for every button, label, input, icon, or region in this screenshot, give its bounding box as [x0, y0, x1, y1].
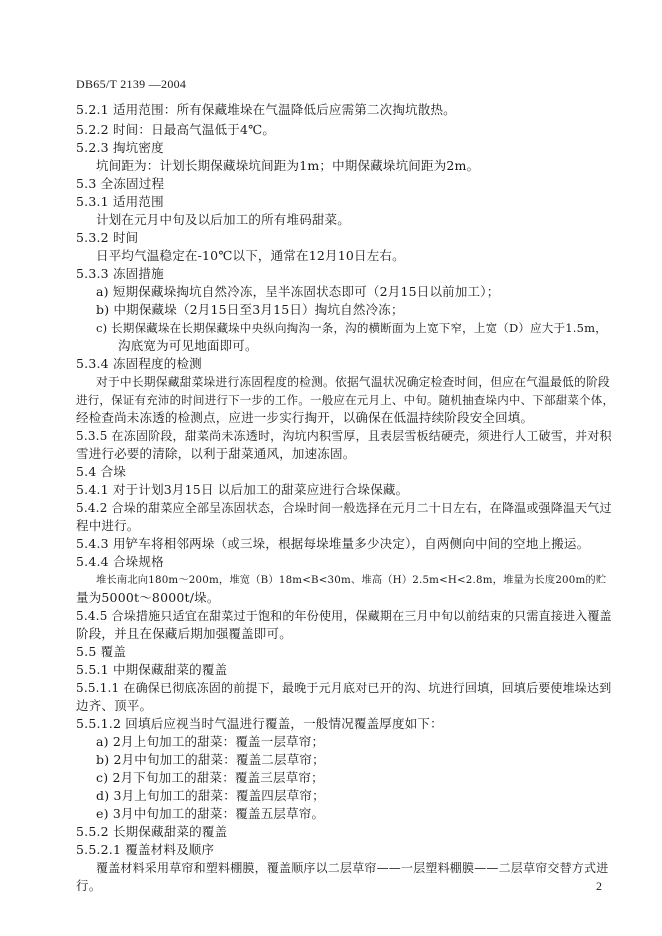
paragraph-line: 计划在元月中旬及以后加工的所有堆码甜菜。 [96, 212, 351, 227]
clause-5-3-3: 5.3.3 冻固措施 [76, 266, 164, 281]
paragraph-line: 程中进行。 [76, 518, 140, 533]
document-header: DB65/T 2139 —2004 [76, 77, 187, 91]
paragraph-line: 边齐、顶平。 [76, 698, 153, 713]
list-item: b) 2月中旬加工的甜菜：覆盖二层草帘； [96, 752, 325, 767]
list-item-continuation: 沟底宽为可见地面即可。 [118, 338, 258, 353]
clause-5-4-3: 5.4.3 用铲车将相邻两垛（或三垛，根据每垛堆量多少决定），自两侧向中间的空地上搬运。 [76, 536, 590, 551]
list-item: e) 3月中旬加工的甜菜：覆盖五层草帘。 [96, 806, 325, 821]
clause-5-4-4: 5.4.4 合垛规格 [76, 554, 164, 569]
clause-5-3-4: 5.3.4 冻固程度的检测 [76, 356, 202, 371]
clause-5-2-1: 5.2.1 适用范围：所有保藏堆垛在气温降低后应需第二次掏坑散热。 [76, 102, 456, 117]
list-item: a) 短期保藏垛掏坑自然冷冻，呈半冻固状态即可（2月15日以前加工）； [96, 284, 500, 299]
list-item: b) 中期保藏垛（2月15日至3月15日）掏坑自然冷冻； [96, 302, 404, 317]
clause-5-3-2: 5.3.2 时间 [76, 230, 139, 245]
paragraph-line: 经检查尚未冻透的检测点，应进一步实行掏开，以确保在低温持续阶段安全回填。 [76, 410, 534, 425]
paragraph-line: 量为5000t～8000t/垛。 [76, 590, 220, 605]
clause-5-3-1: 5.3.1 适用范围 [76, 194, 164, 209]
clause-5-4-2: 5.4.2 合垛的甜菜应全部呈冻固状态，合垛时间一般选择在元月二十日左右，在降温或强降温天气过 [76, 501, 612, 515]
clause-5-4-1: 5.4.1 对于计划3月15日 以后加工的甜菜应进行合垛保藏。 [76, 482, 409, 497]
list-item: c) 2月下旬加工的甜菜：覆盖三层草帘； [96, 770, 324, 785]
paragraph-line: 覆盖材料采用草帘和塑料棚膜，覆盖顺序以二层草帘——一层塑料棚膜——二层草帘交替方式进 [96, 861, 609, 875]
paragraph-line: 阶段，并且在保藏后期加强覆盖即可。 [76, 626, 292, 641]
clause-5-3-5: 5.3.5 在冻固阶段，甜菜尚未冻透时，沟坑内积雪厚，且表层雪板结硬壳，须进行人工破雪，并对积 [76, 429, 612, 443]
clause-5-5-2: 5.5.2 长期保藏甜菜的覆盖 [76, 824, 228, 839]
clause-5-2-3: 5.2.3 掏坑密度 [76, 140, 164, 155]
section-5-3: 5.3 全冻固过程 [76, 176, 165, 191]
paragraph-line: 进行，保证有充沛的时间进行下一步的工作。一般应在元月上、中旬。随机抽查垛内中、下部甜菜个体， [76, 393, 615, 407]
paragraph-line: 对于中长期保藏甜菜垛进行冻固程度的检测。依据气温状况确定检查时间，但应在气温最低的阶段 [96, 375, 610, 389]
paragraph-line: 行。 [76, 878, 102, 893]
paragraph-line: 坑间距为：计划长期保藏垛坑间距为1m；中期保藏垛坑间距为2m。 [96, 158, 480, 173]
clause-5-5-2-1: 5.5.2.1 覆盖材料及顺序 [76, 842, 215, 857]
clause-5-4-5: 5.4.5 合垛措施只适宜在甜菜过于饱和的年份使用，保藏期在三月中旬以前结束的只需直接进入覆盖 [76, 609, 612, 623]
clause-5-2-2: 5.2.2 时间：日最高气温低于4℃。 [76, 122, 276, 137]
paragraph-line: 堆长南北向180m～200m，堆宽（B）18m<B<30m、堆高（H）2.5m<H<2.8m，堆量为长度200m的贮 [96, 574, 607, 586]
clause-5-5-1: 5.5.1 中期保藏甜菜的覆盖 [76, 662, 228, 677]
clause-5-5-1-1: 5.5.1.1 在确保已彻底冻固的前提下，最晚于元月底对已开的沟、坑进行回填，回填后要使堆垛达到 [76, 681, 612, 695]
list-item: a) 2月上旬加工的甜菜：覆盖一层草帘； [96, 734, 325, 749]
list-item: c) 长期保藏垛在长期保藏垛中央纵向掏沟一条，沟的横断面为上宽下窄，上宽（D）应大于1.5m， [96, 321, 607, 335]
paragraph-line: 日平均气温稳定在-10℃以下，通常在12月10日左右。 [96, 248, 405, 263]
section-5-4: 5.4 合垛 [76, 464, 127, 479]
page-number: 2 [596, 879, 603, 893]
clause-5-5-1-2: 5.5.1.2 回填后应视当时气温进行覆盖，一般情况覆盖厚度如下： [76, 716, 443, 731]
paragraph-line: 雪进行必要的清除，以利于甜菜通风，加速冻固。 [76, 446, 356, 461]
section-5-5: 5.5 覆盖 [76, 644, 127, 659]
list-item: d) 3月上旬加工的甜菜：覆盖四层草帘； [96, 788, 325, 803]
